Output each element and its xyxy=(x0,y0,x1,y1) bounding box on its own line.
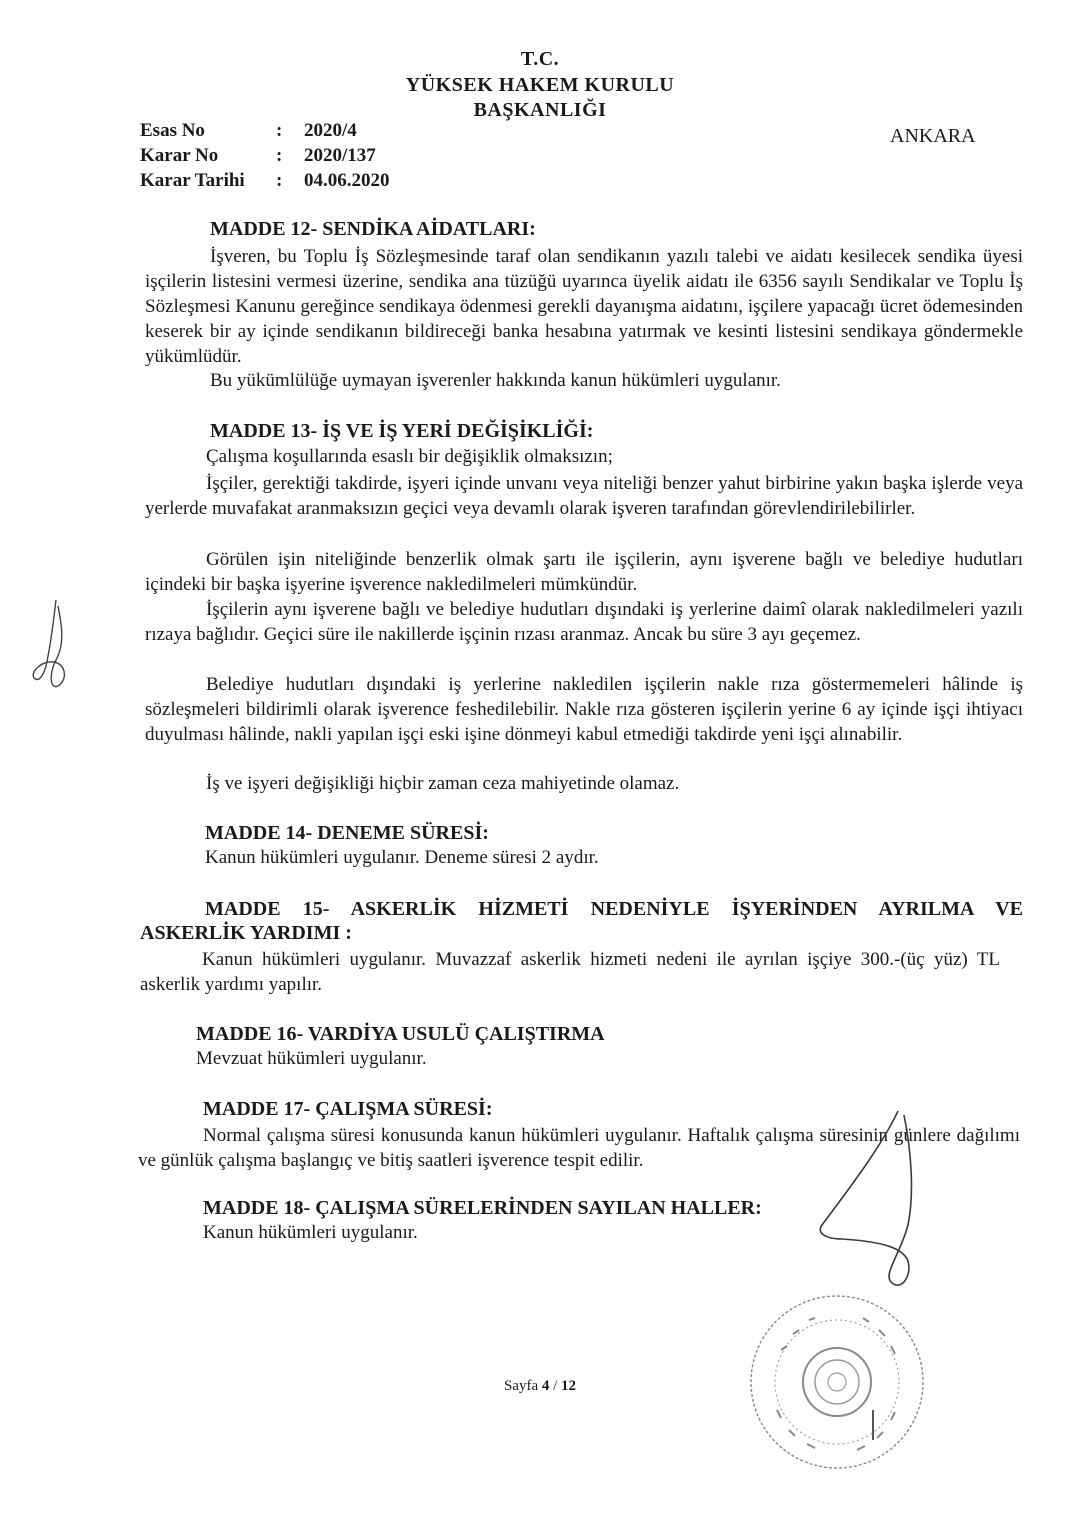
article-13-paragraph-3: Görülen işin niteliğinde benzerlik olmak şartı ile işçilerin, aynı işverene bağlı ve belediye hudutları içindeki bir başka işyerine işverence nakledilmeleri mümkündür. xyxy=(145,549,1023,595)
margin-initial-signature xyxy=(28,596,78,691)
article-17-paragraph-1: Normal çalışma süresi konusunda kanun hükümleri uygulanır. Haftalık çalışma süresinin günlere dağılımı ve günlük çalışma başlangıç ve bitiş saatleri işverence tespit edilir. xyxy=(138,1125,1020,1171)
article-12-paragraph-2: Bu yükümlülüğe uymayan işverenler hakkında kanun hükümleri uygulanır. xyxy=(210,370,781,391)
article-13-paragraph-4: İşçilerin aynı işverene bağlı ve belediye hudutları dışındaki iş yerlerine daimî olarak nakledilmeleri yazılı rızaya bağlıdır. Geçici süre ile nakillerde işçinin rızası aranmaz. Ancak bu süre 3 ayı geçemez. xyxy=(145,599,1023,645)
signature xyxy=(812,1105,932,1295)
meta-tarih-row: Karar Tarihi : 04.06.2020 xyxy=(140,170,390,191)
meta-esas-row: Esas No : 2020/4 xyxy=(140,120,357,141)
article-14-title: MADDE 14- DENEME SÜRESİ: xyxy=(205,822,489,844)
article-15-title-line-2: ASKERLİK YARDIMI : xyxy=(140,922,352,944)
article-14-paragraph-1: Kanun hükümleri uygulanır. Deneme süresi 2 aydır. xyxy=(205,847,599,868)
article-12-paragraph-1: İşveren, bu Toplu İş Sözleşmesinde taraf olan sendikanın yazılı talebi ve aidatı kesilecek sendika üyesi işçilerin listesini vermesi üzerine, sendika ana tüzüğü uyarınca üyelik aidatı ile 6356 sayılı Sendikalar ve Toplu İş Sözleşmesi Kanunu gereğince sendikaya ödenmesi gerekli dayanışma aidatını, işçilere yapacağı ücret ödemesinden keserek bir ay içinde sendikanın bildireceği banka hesabına yatırmak ve kesinti listesini sendikaya göndermekle yükümlüdür. xyxy=(145,246,1023,367)
article-13-paragraph-6: İş ve işyeri değişikliği hiçbir zaman ceza mahiyetinde olamaz. xyxy=(206,773,680,794)
official-seal-stamp xyxy=(745,1290,930,1475)
article-18-title: MADDE 18- ÇALIŞMA SÜRELERİNDEN SAYILAN HALLER: xyxy=(203,1197,762,1219)
page-number: Sayfa 4 / 12 xyxy=(503,1378,577,1394)
case-metadata xyxy=(140,118,390,193)
article-16-paragraph-1: Mevzuat hükümleri uygulanır. xyxy=(196,1048,427,1069)
article-17-title: MADDE 17- ÇALIŞMA SÜRESİ: xyxy=(203,1098,493,1120)
article-16-title: MADDE 16- VARDİYA USULÜ ÇALIŞTIRMA xyxy=(196,1023,605,1045)
article-15-paragraph-1: Kanun hükümleri uygulanır. Muvazzaf askerlik hizmeti nedeni ile ayrılan işçiye 300.-(üç yüz) TL askerlik yardımı yapılır. xyxy=(140,949,1000,995)
article-13-paragraph-1: Çalışma koşullarında esaslı bir değişiklik olmaksızın; xyxy=(206,446,613,467)
article-18-paragraph-1: Kanun hükümleri uygulanır. xyxy=(203,1222,418,1243)
header-institution: YÜKSEK HAKEM KURULU xyxy=(405,74,675,96)
article-13-title: MADDE 13- İŞ VE İŞ YERİ DEĞİŞİKLİĞİ: xyxy=(210,420,594,442)
city: ANKARA xyxy=(890,125,976,147)
article-15-title-line-1: MADDE 15- ASKERLİK HİZMETİ NEDENİYLE İŞYERİNDEN AYRILMA VE xyxy=(205,898,1023,920)
esas-no: 2020/4 xyxy=(304,120,357,141)
header-tc: T.C. xyxy=(520,48,560,70)
article-13-paragraph-5: Belediye hudutları dışındaki iş yerlerine nakledilen işçilerin nakle rıza göstermemeleri hâlinde iş sözleşmeleri bildirimli olarak işverence feshedilebilir. Nakle rıza gösteren işçilerin yerine 6 ay içinde işçi ihtiyacı duyulması hâlinde, nakli yapılan işçi eski işine dönmeyi kabul etmediği takdirde yeni işçi alınabilir. xyxy=(145,674,1023,745)
karar-tarihi: 04.06.2020 xyxy=(304,170,390,191)
karar-no: 2020/137 xyxy=(304,145,376,166)
header-department: BAŞKANLIĞI xyxy=(473,99,607,121)
article-13-paragraph-2: İşçiler, gerektiği takdirde, işyeri içinde unvanı veya niteliği benzer yahut birbirine yakın başka işlerde veya yerlerde muvafakat aranmaksızın geçici veya devamlı olarak işveren tarafından görevlendirilebilirler. xyxy=(145,473,1023,519)
article-12-title: MADDE 12- SENDİKA AİDATLARI: xyxy=(210,218,536,240)
meta-karar-row: Karar No : 2020/137 xyxy=(140,145,376,166)
